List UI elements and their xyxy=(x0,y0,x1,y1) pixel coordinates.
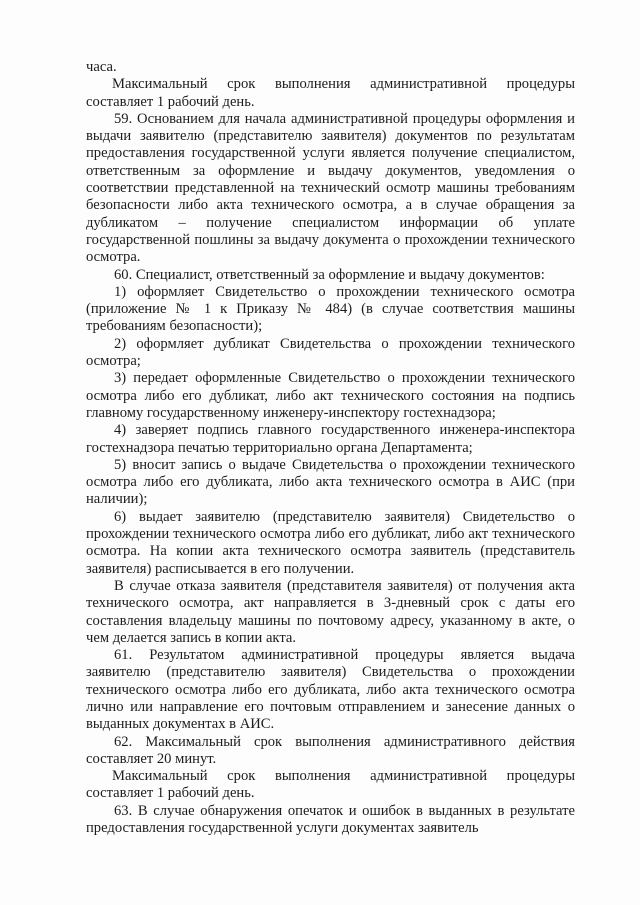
paragraph-continuation: часа. xyxy=(86,59,117,75)
list-item-3: 3) передает оформленные Свидетельство о прохождении технического осмотра либо его дубликат, либо акт технического состояния на подпись главному государственному инженеру-инспектору гостехнадзора; xyxy=(86,370,575,421)
list-item-2: 2) оформляет дубликат Свидетельства о прохождении технического осмотра; xyxy=(86,335,575,370)
document-body xyxy=(86,59,575,837)
paragraph-60: 60. Специалист, ответственный за оформление и выдачу документов: xyxy=(114,266,545,283)
paragraph-max-term-2: Максимальный срок выполнения административной процедуры составляет 1 рабочий день. xyxy=(86,768,575,802)
paragraph-refusal: В случае отказа заявителя (представителя заявителя) от получения акта технического осмотра, акт направляется в 3-дневный срок с даты его составления владельцу машины по почтовому адресу, указанному в акте, о чем делается запись в копии акта. xyxy=(86,577,575,646)
paragraph-63: 63. В случае обнаружения опечаток и ошибок в выданных в результате предоставления государственной услуги документах заявитель xyxy=(86,802,575,837)
list-item-5: 5) вносит запись о выдаче Свидетельства о прохождении технического осмотра либо его дубликата, либо акта технического осмотра в АИС (при наличии); xyxy=(86,456,575,508)
list-item-6: 6) выдает заявителю (представителю заявителя) Свидетельство о прохождении технического осмотра либо его дубликат, либо акт технического осмотра. На копии акта технического осмотра заявитель (представитель заявителя) расписывается в его получении. xyxy=(86,508,575,577)
list-item-4: 4) заверяет подпись главного государственного инженера-инспектора гостехнадзора печатью территориально органа Департамента; xyxy=(86,422,575,456)
paragraph-59: 59. Основанием для начала административной процедуры оформления и выдачи заявителю (представителю заявителя) документов по результатам предоставления государственной услуги является получение специалистом, ответственным за оформление и выдачу документов, уведомления о соответствии представленной на технический осмотр машины требованиям безопасности либо акта технического осмотра, а в случае обращения за дубликатом – получение специалистом информации об уплате государственной пошлины за выдачу документа о прохождении технического осмотра. xyxy=(86,110,575,266)
paragraph-max-term: Максимальный срок выполнения административной процедуры составляет 1 рабочий день. xyxy=(86,76,575,110)
paragraph-61: 61. Результатом административной процедуры является выдача заявителю (представителю заявителя) Свидетельства о прохождении технического осмотра либо его дубликата, либо акта технического осмотра лично или направление его почтовым отправлением и занесение данных о выданных документах в АИС. xyxy=(86,647,575,733)
paragraph-62: 62. Максимальный срок выполнения административного действия составляет 20 минут. xyxy=(86,733,575,767)
list-item-1: 1) оформляет Свидетельство о прохождении технического осмотра (приложение № 1 к Приказу № 484) (в случае соответствия машины требованиям безопасности); xyxy=(86,283,575,335)
